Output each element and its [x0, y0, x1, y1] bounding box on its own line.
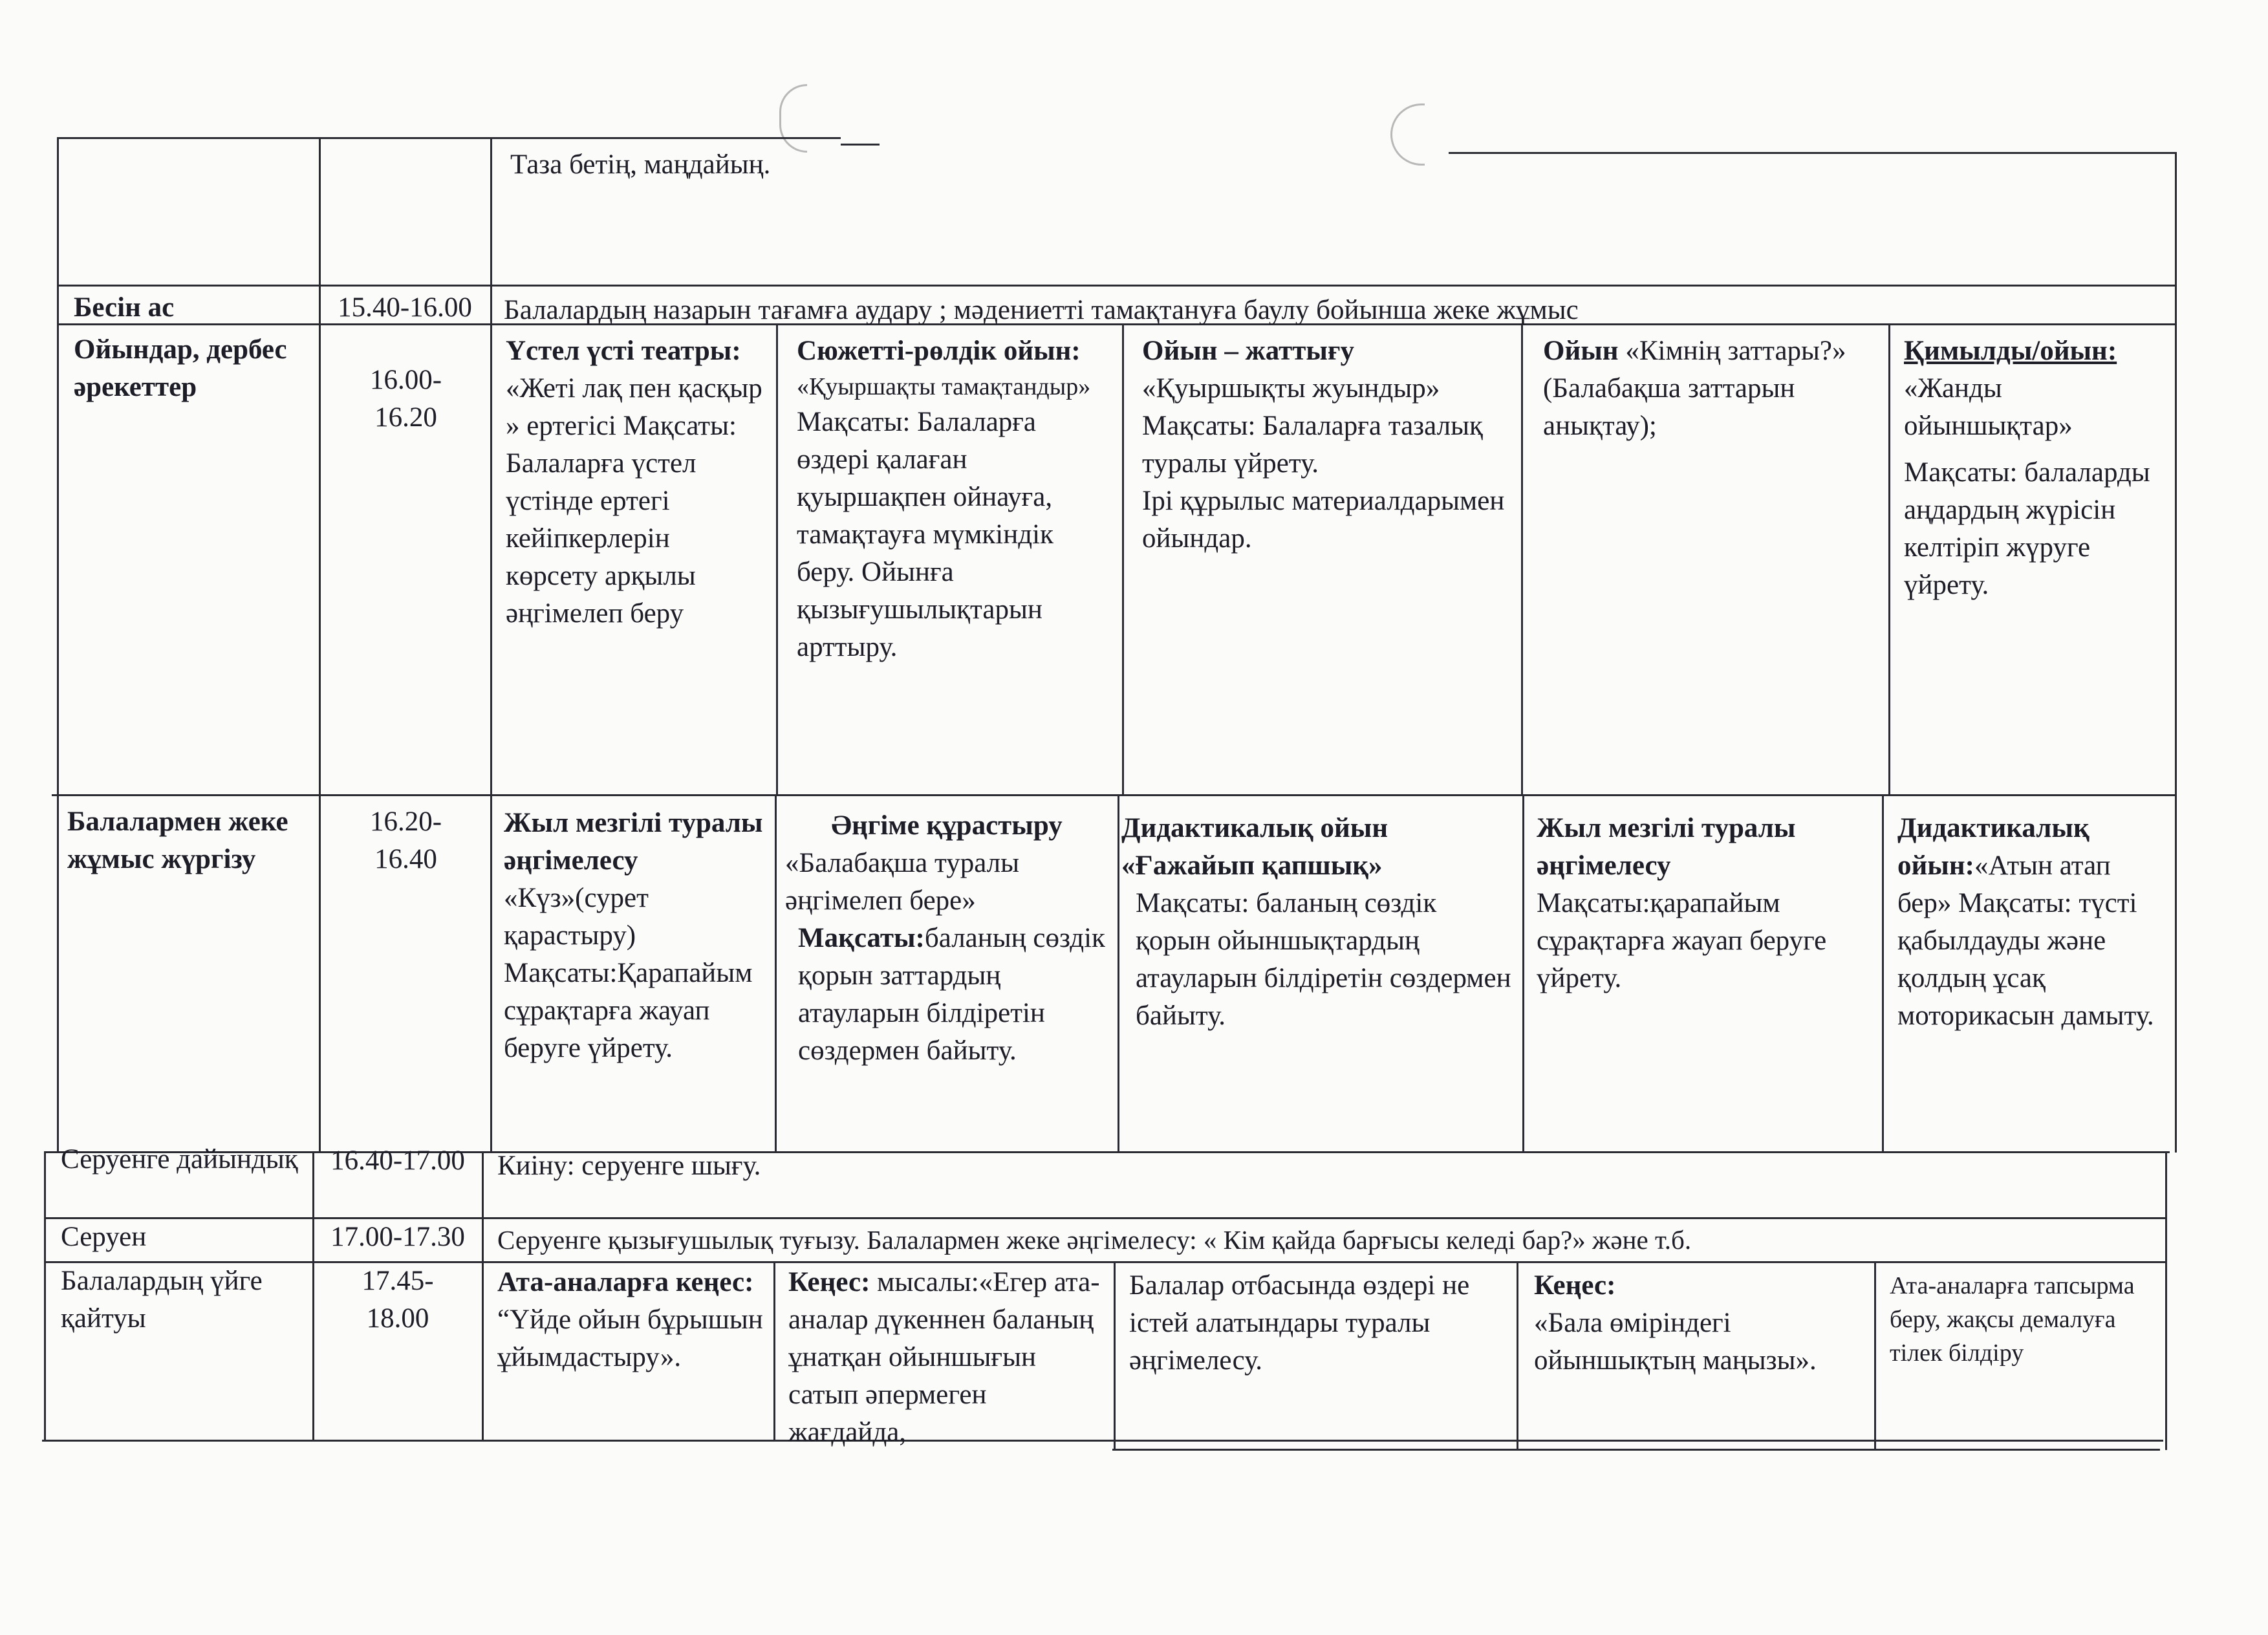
zheke-col2-title: Әңгіме құрастыру	[831, 810, 1063, 841]
oiyndar-col3	[1133, 330, 1520, 792]
row-divider	[52, 794, 2176, 796]
zheke-col2-body: баланың сөздік қорын заттардың атауларын білдіретін сөздермен байыту.	[798, 923, 1105, 1066]
oiyndar-col3-title: Ойын – жаттығу	[1142, 336, 1354, 366]
zheke-col3-title: Дидактикалық ойын «Ғажайып қапшық»	[1121, 813, 1388, 881]
oiyndar-col5	[1895, 330, 2174, 792]
uige-col4-title: Кеңес:	[1534, 1270, 1616, 1301]
oiyndar-col1-title: Үстел үсті театры:	[506, 336, 741, 366]
oiyndar-col2-sub: «Қуыршақты тамақтандыр»	[797, 373, 1091, 400]
top-activity-text: Таза бетің, маңдайың.	[510, 149, 771, 180]
column-divider	[1874, 1261, 1876, 1449]
uige-col2-body: мысалы:«Егер ата-аналар дүкеннен баланың ұнатқан ойыншығын сатып әпермеген жағдайда,	[788, 1267, 1100, 1447]
zheke-col2-sub: «Балабақша туралы әңгімелеп бере»	[785, 848, 1020, 916]
top-activity-cell	[501, 144, 2170, 283]
oiyndar-col2	[788, 330, 1121, 792]
uige-col4-body: «Бала өміріндегі ойыншықтың маңызы».	[1534, 1308, 1817, 1376]
oiyndar-col5-title: Қимылды/ойын:	[1904, 336, 2117, 366]
uige-col1-body: “Үйде ойын бұрышын ұйымдастыру».	[497, 1305, 763, 1372]
uige-col2	[779, 1261, 1112, 1449]
zheke-col1-body: «Күз»(сурет қарастыру) Мақсаты:Қарапайым сұрақтарға жауап беруге үйрету.	[504, 883, 753, 1063]
uige-col3	[1120, 1264, 1515, 1446]
seruenge-time: 16.40-17.00	[330, 1145, 465, 1176]
oiyndar-col1-body: «Жеті лақ пен қасқыр » ертегісі Мақсаты: Балаларға үстел үстінде ертегі кейіпкерлерін көрсету арқылы әңгімелеп беру	[506, 373, 762, 629]
uige-col2-title: Кеңес:	[788, 1267, 870, 1297]
table-border-left	[44, 1151, 46, 1441]
column-divider	[1521, 323, 1523, 796]
zheke-label: Балалармен жеке жұмыс жүргізу	[67, 807, 288, 874]
column-divider	[1522, 794, 1524, 1151]
besin-as-activity: Балалардың назарын тағамға аудару ; мәдениетті тамақтануға баулу бойынша жеке жұмыс	[504, 295, 1579, 325]
punch-hole-mark	[779, 84, 807, 153]
seruen-label: Серуен	[61, 1222, 147, 1252]
uige-col5	[1881, 1266, 2164, 1447]
seruen-time: 17.00-17.30	[330, 1222, 465, 1252]
column-divider	[312, 1151, 314, 1441]
zheke-col1	[495, 802, 774, 1151]
besin-as-label: Бесін ас	[74, 292, 175, 322]
zheke-time: 16.20-16.40	[369, 807, 442, 874]
column-divider	[1122, 323, 1124, 796]
table-border-bottom	[1112, 1449, 2160, 1451]
oiyndar-col2-title: Сюжетті-рөлдік ойын:	[797, 336, 1081, 366]
column-divider	[1517, 1261, 1518, 1449]
zheke-col3	[1112, 807, 1521, 1150]
oiyndar-col4	[1534, 330, 1886, 792]
oiyndar-col4-body: «Кімнің заттары?» (Балабақша заттарын анықтау);	[1543, 336, 1846, 441]
uige-col3-body: Балалар отбасында өздері не істей алатындары туралы әңгімелесу.	[1129, 1270, 1470, 1376]
column-divider	[1114, 1261, 1116, 1449]
uige-col5-body: Ата-аналарға тапсырма беру, жақсы демалуға тілек білдіру	[1890, 1272, 2135, 1367]
seruenge-label: Серуенге дайындық	[61, 1144, 298, 1175]
zheke-col4	[1528, 807, 1880, 1150]
oiyndar-col4-title: Ойын	[1543, 336, 1619, 366]
uige-time: 17.45-18.00	[362, 1266, 434, 1334]
zheke-col5-title: Дидактикалық ойын:	[1897, 813, 2090, 881]
zheke-col4-body: Мақсаты:қарапайым сұрақтарға жауап беруге үйрету.	[1537, 888, 1827, 993]
zheke-col2-goal-label: Мақсаты:	[798, 923, 925, 953]
uige-label: Балалардың үйге қайтуы	[61, 1266, 263, 1334]
seruen-activity: Серуенге қызығушылық туғызу. Балалармен жеке әңгімелесу: « Кім қайда барғысы келеді бар?» және т.б.	[497, 1225, 1692, 1255]
uige-col1-title: Ата-аналарға кеңес:	[497, 1267, 754, 1297]
table-border-right	[2165, 1151, 2167, 1450]
table-border-right	[2175, 152, 2177, 1153]
zheke-col4-title: Жыл мезгілі туралы әңгімелесу	[1537, 813, 1796, 881]
table-border-top	[58, 137, 841, 139]
uige-col4	[1525, 1264, 1873, 1446]
zheke-col1-title: Жыл мезгілі туралы әңгімелесу	[504, 808, 763, 876]
zheke-col2	[776, 805, 1118, 1151]
column-divider	[1882, 794, 1884, 1151]
zheke-col5-body: «Атын атап бер» Мақсаты: түсті қабылдауды және қолдың ұсақ моторикасын дамыту.	[1897, 850, 2154, 1031]
oiyndar-col2-body: Мақсаты: Балаларға өздері қалаған қуыршақпен ойнауға, тамақтауға мүмкіндік беру. Ойынға қызығушылықтарын арттыру.	[797, 407, 1053, 662]
uige-col1	[488, 1261, 773, 1439]
column-divider	[482, 1151, 484, 1441]
column-divider	[776, 323, 778, 796]
column-divider	[1888, 323, 1890, 796]
column-divider	[773, 1261, 775, 1441]
column-divider	[490, 139, 492, 1153]
oiyndar-col3-extra: Ірі құрылыс материалдарымен ойындар.	[1142, 486, 1505, 554]
oiyndar-col5-body: «Жанды ойыншықтар»	[1904, 373, 2073, 441]
zheke-col3-body: Мақсаты: баланың сөздік қорын ойыншықтардың атауларын білдіретін сөздермен байыту.	[1136, 888, 1511, 1031]
oiyndar-time: 16.00-16.20	[369, 365, 442, 433]
besin-as-time: 15.40-16.00	[338, 292, 472, 322]
oiyndar-col1	[497, 330, 775, 792]
oiyndar-col5-goal: Мақсаты: балаларды аңдардың жүрісін келтіріп жүруге үйрету.	[1904, 457, 2150, 600]
seruenge-activity: Киіну: серуенге шығу.	[497, 1151, 761, 1181]
zheke-col5	[1888, 807, 2173, 1150]
oiyndar-col3-body: «Қуыршықты жуындыр» Мақсаты: Балаларға тазалық туралы үйрету.	[1142, 373, 1483, 479]
oiyndar-label: Ойындар, дербес әрекеттер	[74, 334, 287, 402]
